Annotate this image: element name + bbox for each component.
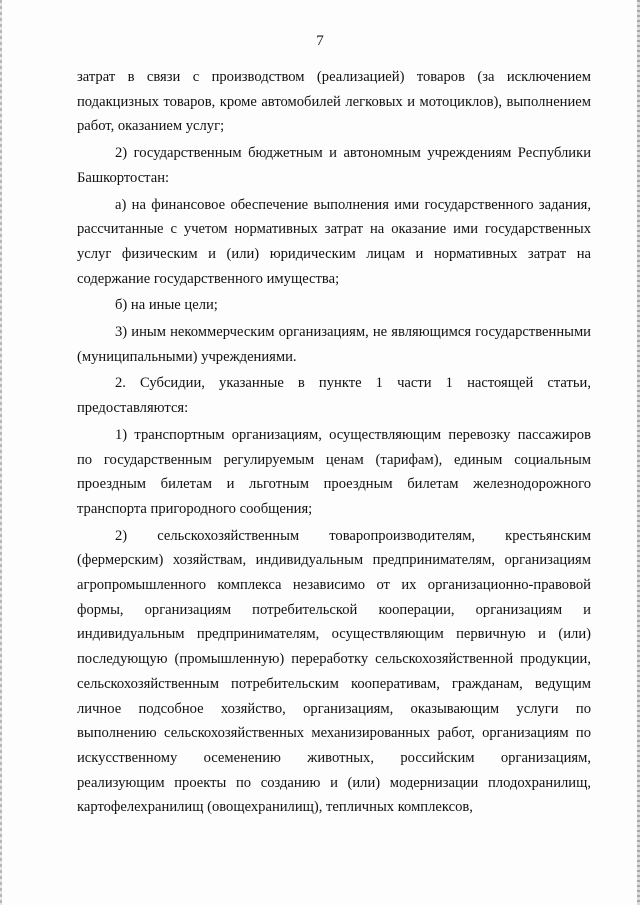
paragraph-section-2: 2. Субсидии, указанные в пункте 1 части 1 настоящей статьи, предоставляются: — [77, 375, 591, 417]
paragraph-continuation: затрат в связи с производством (реализацией) товаров (за исключением подакцизных товаров, кроме автомобилей легковых и мотоциклов), выполнением работ, оказанием услуг; — [77, 69, 591, 135]
paragraph-section-2-item-1: 1) транспортным организациям, осуществляющим перевозку пассажиров по государственным регулируемым ценам (тарифам), единым социальным проездным билетам и льготным проездным билетам железнодорожного транспорта пригородного сообщения; — [77, 426, 591, 517]
paragraph-item-3: 3) иным некоммерческим организациям, не являющимся государственными (муниципальными) учреждениями. — [77, 324, 591, 365]
scan-edge-left — [0, 0, 2, 905]
document-body — [77, 65, 591, 820]
page-number: 7 — [316, 33, 324, 49]
paragraph-section-2-item-2: 2) сельскохозяйственным товаропроизводителям, крестьянским (фермерским) хозяйствам, индивидуальным предпринимателям, организациям агропромышленного комплекса независимо от их организационно-правовой формы, организациям потребительской кооперации, организациям и индивидуальным предпринимателям, осуществляющим первичную и (или) последующую (промышленную) переработку сельскохозяйственной продукции, сельскохозяйственным потребительским кооперативам, гражданам, ведущим личное подсобное хозяйство, организациям, оказывающим услуги по выполнению сельскохозяйственных механизированных работ, организациям по искусственному осеменению животных, российским организациям, реализующим проекты по созданию и (или) модернизации плодохранилищ, картофелехранилищ (овощехранилищ), тепличных комплексов, — [77, 527, 591, 816]
paragraph-subitem-a: а) на финансовое обеспечение выполнения ими государственного задания, рассчитанные с учетом нормативных затрат на оказание ими государственных услуг физическим и (или) юридическим лицам и нормативных затрат на содержание государственного имущества; — [77, 196, 591, 287]
paragraph-subitem-b: б) на иные цели; — [115, 297, 218, 314]
paragraph-item-2: 2) государственным бюджетным и автономным учреждениям Республики Башкортостан: — [77, 145, 591, 186]
